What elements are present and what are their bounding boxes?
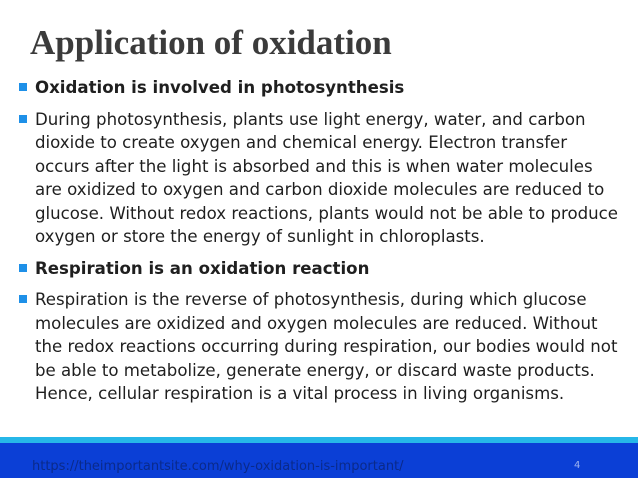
bullet-text: Respiration is an oxidation reaction [35,258,370,278]
square-bullet-icon [19,115,27,123]
bullet-item-respiration-heading [18,257,618,281]
bullet-item-respiration-detail [18,288,618,406]
square-bullet-icon [19,295,27,303]
page-number: 4 [574,460,581,471]
bullet-text: Oxidation is involved in photosynthesis [35,78,405,97]
footer-bar [0,443,638,478]
bullet-text: During photosynthesis, plants use light energy, water, and carbon dioxide to create oxygen and chemical energy. Electron transfer occurs after the light is absorbed and this is when water molecules are oxidized to oxygen and carbon dioxide molecules are reduced to glucose. Without redox reactions, plants would not be able to produce oxygen or store the energy of sunlight in chloroplasts. [35,109,618,246]
bullet-list [18,76,618,406]
bullet-item-photosynthesis-heading [18,76,618,100]
square-bullet-icon [19,83,27,91]
square-bullet-icon [19,264,27,272]
source-link[interactable]: https://theimportantsite.com/why-oxidation-is-important/ [32,459,404,474]
bullet-item-photosynthesis-detail [18,108,618,249]
slide-title: Application of oxidation [30,23,392,62]
bullet-text: Respiration is the reverse of photosynthesis, during which glucose molecules are oxidized and oxygen molecules are reduced. Without the redox reactions occurring during respiration, our bodies would not be able to metabolize, generate energy, or discard waste products. Hence, cellular respiration is a vital process in living organisms. [35,290,618,403]
